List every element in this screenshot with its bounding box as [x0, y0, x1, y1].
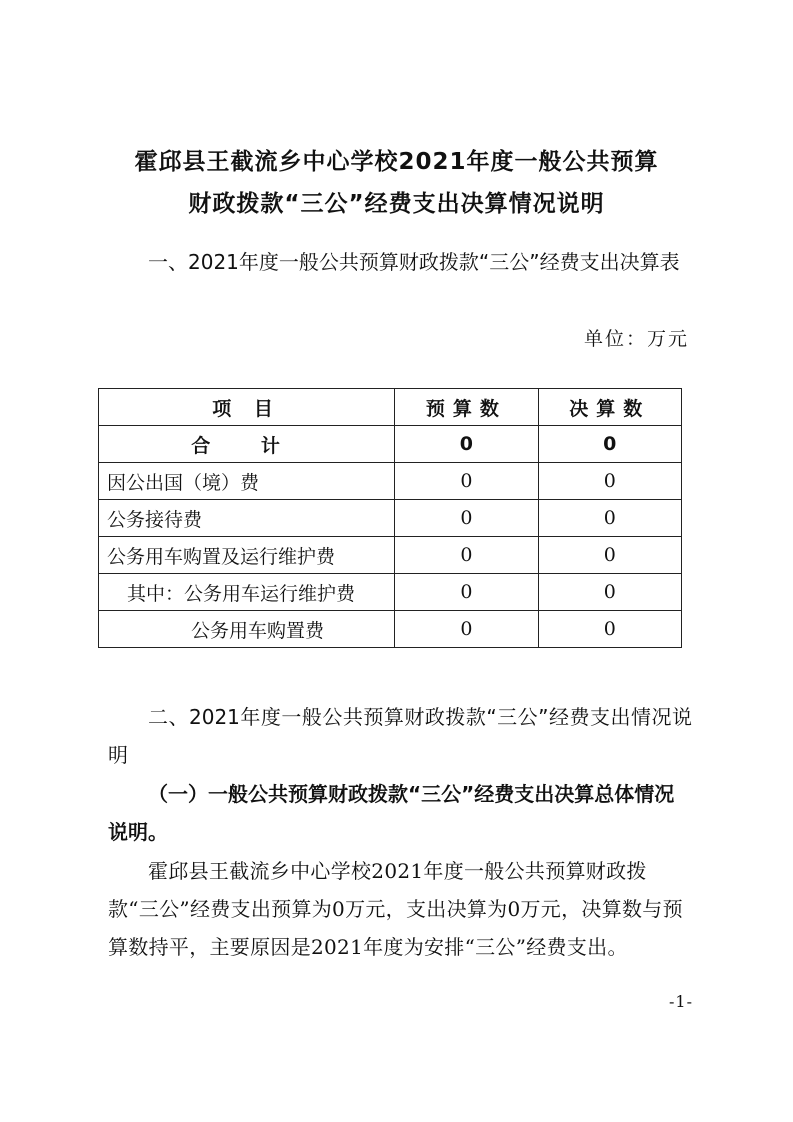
row-budget: 0	[395, 574, 538, 611]
document-title-line-2: 财政拨款“三公”经费支出决算情况说明	[188, 191, 605, 217]
row-budget: 0	[395, 463, 538, 500]
row-budget: 0	[395, 500, 538, 537]
row-budget: 0	[395, 537, 538, 574]
table-row-total	[99, 426, 682, 463]
table-row	[99, 574, 682, 611]
header-item: 项 目	[99, 389, 395, 426]
row-actual: 0	[538, 611, 681, 648]
page-number: -1-	[669, 992, 693, 1011]
document-title-line-1: 霍邱县王截流乡中心学校2021年度一般公共预算	[134, 149, 659, 175]
three-public-expenses-table	[98, 388, 682, 648]
section-1-heading: 一、2021年度一般公共预算财政拨款“三公”经费支出决算表	[148, 250, 680, 274]
row-actual: 0	[538, 574, 681, 611]
row-actual: 0	[538, 463, 681, 500]
header-budget: 预算数	[395, 389, 538, 426]
row-label: 公务用车购置费	[99, 611, 395, 648]
row-label: 合 计	[99, 426, 395, 463]
table-header-row	[99, 389, 682, 426]
unit-label: 单位：万元	[583, 328, 689, 350]
row-label: 公务用车购置及运行维护费	[99, 537, 395, 574]
section-2-subheading-1: （一）一般公共预算财政拨款“三公”经费支出决算总体情况说明。	[108, 782, 675, 844]
row-label: 因公出国（境）费	[99, 463, 395, 500]
table-row	[99, 537, 682, 574]
table-row	[99, 611, 682, 648]
row-budget: 0	[395, 426, 538, 463]
row-actual: 0	[538, 500, 681, 537]
header-actual: 决算数	[538, 389, 681, 426]
row-label: 其中：公务用车运行维护费	[99, 574, 395, 611]
table-row	[99, 463, 682, 500]
row-actual: 0	[538, 426, 681, 463]
section-2-paragraph-1: 霍邱县王截流乡中心学校2021年度一般公共预算财政拨款“三公”经费支出预算为0万元，支出决算为0万元，决算数与预算数持平，主要原因是2021年度为安排“三公”经费支出。	[108, 859, 683, 959]
table-row	[99, 500, 682, 537]
section-2-heading: 二、2021年度一般公共预算财政拨款“三公”经费支出情况说明	[108, 705, 692, 767]
row-label: 公务接待费	[99, 500, 395, 537]
row-budget: 0	[395, 611, 538, 648]
row-actual: 0	[538, 537, 681, 574]
